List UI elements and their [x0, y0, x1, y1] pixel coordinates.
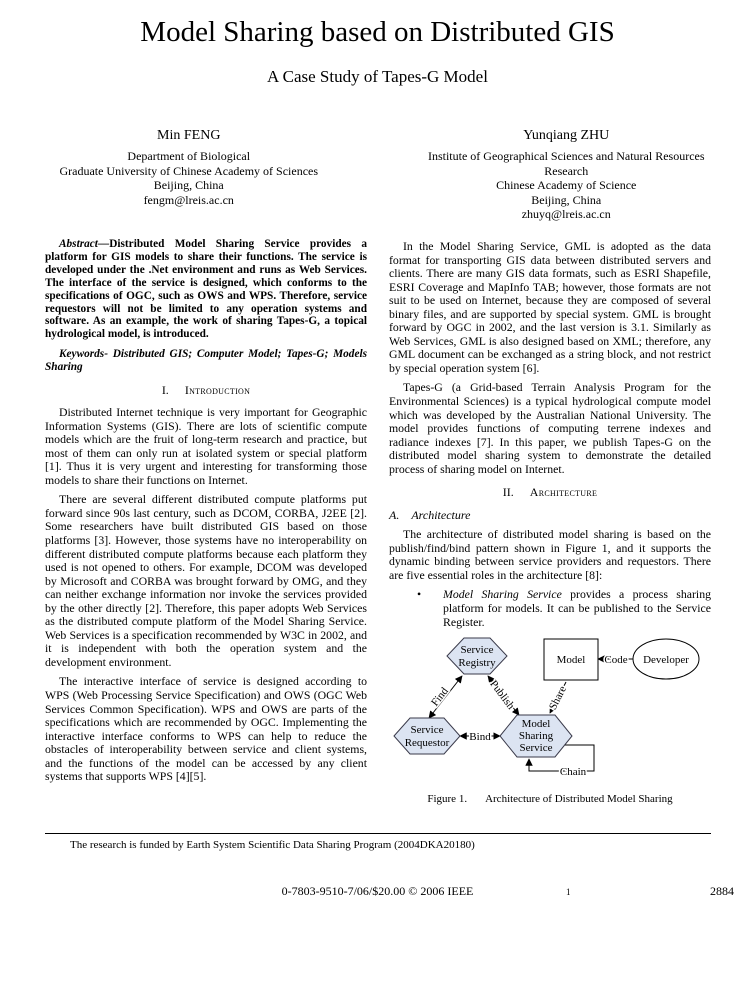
bind-edge-label: Bind [469, 731, 491, 744]
figure-caption-label: Figure 1. [427, 793, 468, 806]
bullet-emphasis: Model Sharing Service [443, 587, 562, 602]
footnote-block [45, 833, 711, 852]
paragraph: The architecture of distributed model sharing is based on the publish/find/bind pattern shown in Figure 1, and it supports the dynamic binding between service providers and requestors. There are five essential roles in the architecture [8]: [389, 527, 711, 582]
author-name: Yunqiang ZHU [523, 128, 610, 144]
bullet-text [443, 588, 711, 629]
model-label: Model [556, 654, 586, 667]
copyright-line: 0-7803-9510-7/06/$20.00 © 2006 IEEE [281, 884, 474, 898]
paragraph: The interactive interface of service is designed according to WPS (Web Processing Service Specification) and OWS (OGC Web Services Common Specification). WPS and OWS are parts of the specifications which are recommended by OGC. Implementing the interactive interface conforms to WPS can help to reduce the obstacles of interoperability between service and client systems, and the functions of the model can be accessed by any client systems that supports WPS [4][5]. [45, 674, 367, 784]
share-edge-label: Share [546, 684, 570, 713]
section-heading-architecture [389, 485, 711, 500]
paragraph: Tapes-G (a Grid-based Terrain Analysis Program for the Environmental Sciences) is a typical hydrological compute model which was developed by the Australian National University. The model provides functions of computing terrene indexes and radiance indexes [7]. In this paper, we publish Tapes-G on the distributed model sharing system to demonstrate the detailed process of sharing model on Internet. [389, 380, 711, 476]
bullet-marker: • [417, 587, 422, 602]
keywords-paragraph: Keywords- Distributed GIS; Computer Model; Tapes-G; Models Sharing [45, 348, 367, 374]
abstract-paragraph [45, 238, 367, 341]
service-registry-label: Service [460, 644, 494, 657]
author-affiliation-line: Institute of Geographical Sciences and Natural Resources Research [427, 149, 705, 178]
funding-footnote: The research is funded by Earth System Scientific Data Sharing Program (2004DKA20180) [70, 839, 475, 851]
figure-1-diagram [389, 635, 714, 787]
model-sharing-service-label: Service [519, 742, 553, 755]
bullet-item [389, 588, 711, 629]
chain-edge-label: Chain [559, 766, 587, 779]
subsection-heading-architecture [389, 508, 711, 523]
author-email: fengm@lreis.ac.cn [143, 192, 234, 207]
subsection-title: Architecture [411, 508, 471, 523]
paragraph: There are several different distributed compute platforms put forward since 90s last century, such as DCOM, CORBA, J2EE [2]. Some researchers have built distributed GIS based on those platforms [3]. However, those systems have no interoperability on different distributed compute platforms because each platform they used is not opened to others. For example, DCOM was developed by Microsoft and CORBA was brought forward by OMG, and they can neither exchange information nor invoke the services provided by the other directly [2]. Therefore, this paper adopts Web Services as the distributed compute platform of the Model Sharing Service. Web Services is a specification recommended by W3C in 2002, and it is independent with both the operation system and the development environment. [45, 492, 367, 669]
left-column [45, 238, 367, 805]
author-affiliation-line: Beijing, China [153, 178, 224, 193]
author-name: Min FENG [157, 128, 221, 144]
author-affiliation-line: Chinese Academy of Science [496, 178, 637, 193]
subsection-letter: A. [389, 508, 400, 523]
author-affiliation-line: Graduate University of Chinese Academy of Sciences [59, 163, 319, 178]
paper-title: Model Sharing based on Distributed GIS [140, 16, 615, 48]
author-block-2 [378, 128, 755, 222]
section-title: Architecture [529, 485, 598, 500]
figure-1-caption [389, 793, 711, 805]
paper-subtitle: A Case Study of Tapes-G Model [267, 67, 488, 87]
service-requestor-label: Service [410, 724, 444, 737]
author-affiliation-line: Beijing, China [531, 192, 602, 207]
page-number: 1 [566, 887, 571, 897]
bullet-body-text: provides a process sharing platform for models. It can be published to the Service Register. [443, 587, 711, 629]
section-numeral: I. [161, 383, 169, 398]
paragraph: In the Model Sharing Service, GML is adopted as the data format for transporting GIS data between distributed servers and clients. There are many GIS data formats, such as ESRI Shapefile, ESRI Coverage and MapInfo TAB; however, those formats are not suit to be used on Internet, because they are composed of several binary files, and are supported by special system. GML is brought forward by OGC in 2002, and the last version is 3.1. Similarly as Web Services, GML is also designed based on XML; therefore, any GML document can be exchanged as a string block, and not restrict by special operation system [6]. [389, 239, 711, 375]
two-column-body [45, 238, 711, 805]
service-registry-label: Registry [458, 657, 496, 670]
figure-caption-text: Architecture of Distributed Model Sharing [485, 793, 673, 806]
author-block-1 [0, 128, 378, 222]
paragraph: Distributed Internet technique is very important for Geographic Information Systems (GIS). There are lots of scientific compute models which are the fruit of long-term research and practice, but most of them can only run at isolated system or special platform [1]. Thus it is very urgent and interesting for transforming those models to share their functions on Internet. [45, 405, 367, 487]
code-edge-label: Code [604, 654, 628, 667]
author-affiliation-line: Department of Biological [127, 149, 251, 164]
author-email: zhuyq@lreis.ac.cn [521, 207, 611, 222]
section-heading-introduction [45, 383, 367, 398]
report-number: 2884 [710, 884, 734, 898]
section-numeral: II. [502, 485, 514, 500]
publish-edge-label: Publish [487, 678, 517, 712]
service-requestor-label: Requestor [404, 737, 450, 750]
author-blocks [0, 128, 755, 222]
right-column [389, 238, 711, 805]
model-sharing-service-label: Sharing [518, 730, 554, 743]
section-title: Introduction [184, 383, 251, 398]
model-sharing-service-label: Model [521, 718, 551, 731]
abstract-label: Abstract— [59, 238, 110, 250]
find-edge-label: Find [429, 685, 451, 709]
abstract-text: Distributed Model Sharing Service provides a platform for GIS models to share their functions. The service is developed under the .Net environment and runs as Web Services. The interface of the service is designed, which conforms to the specifications of OGC, such as OWS and WPS. Therefore, service requestors will not be limited to any operation systems and software. As an example, the work of sharing Tapes-G, a topical hydrological model, is introduced. [45, 238, 367, 341]
figure-1 [389, 635, 711, 805]
page-footer [0, 884, 755, 904]
developer-label: Developer [643, 654, 689, 667]
